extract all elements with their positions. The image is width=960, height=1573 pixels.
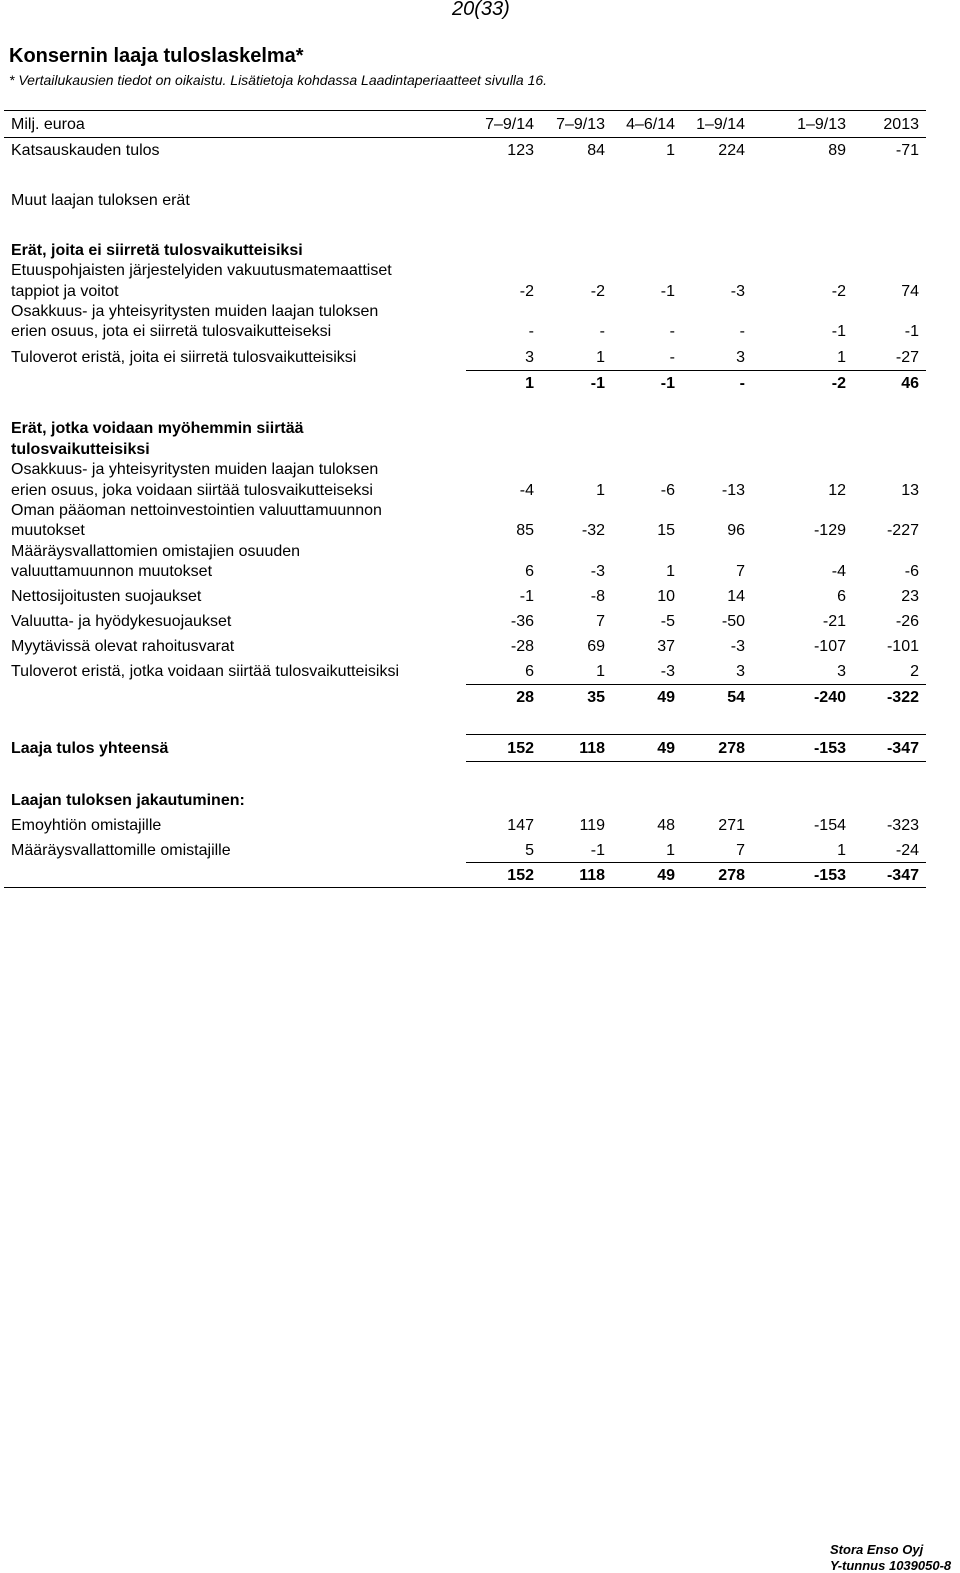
cell: -24	[895, 842, 919, 859]
cell: -4	[519, 482, 534, 499]
cell: -	[739, 375, 745, 392]
cell: -240	[813, 689, 846, 706]
cell: 6	[525, 563, 534, 580]
column-header: 7–9/13	[556, 116, 605, 133]
cell: -2	[831, 375, 846, 392]
subtotal-rule	[466, 862, 926, 863]
row-label: Myytävissä olevat rahoitusvarat	[11, 638, 235, 655]
cell: 23	[901, 588, 919, 605]
cell: -153	[813, 740, 846, 757]
total-row	[0, 866, 960, 886]
row-label: Katsauskauden tulos	[11, 142, 160, 159]
cell: -32	[581, 522, 605, 539]
cell: 271	[718, 817, 745, 834]
table-row-label-line: Määräysvallattomien omistajien osuuden	[11, 543, 301, 560]
cell: -347	[886, 740, 919, 757]
cell: -2	[519, 283, 534, 300]
cell: 5	[525, 842, 534, 859]
page-subtitle: * Vertailukausien tiedot on oikaistu. Lisätietoja kohdassa Laadintaperiaatteet sivulla 16.	[9, 72, 548, 88]
cell: -1	[660, 283, 675, 300]
row-label: Nettosijoitusten suojaukset	[11, 588, 202, 605]
cell: 3	[837, 663, 846, 680]
cell: 1	[666, 142, 675, 159]
column-header: 7–9/14	[485, 116, 534, 133]
cell: -	[669, 349, 675, 366]
cell: 69	[587, 638, 605, 655]
cell: 3	[736, 349, 745, 366]
table-row	[0, 322, 960, 342]
cell: -323	[886, 817, 919, 834]
footer-business-id: Y-tunnus 1039050-8	[830, 1558, 952, 1573]
cell: 35	[587, 689, 605, 706]
row-label: erien osuus, jota ei siirretä tulosvaikutteiseksi	[11, 323, 332, 340]
cell: 278	[718, 740, 745, 757]
table-row	[0, 562, 960, 582]
cell: -129	[813, 522, 846, 539]
cell: -107	[813, 638, 846, 655]
cell: 10	[657, 588, 675, 605]
table-header-rule	[4, 137, 926, 138]
cell: -27	[895, 349, 919, 366]
cell: -322	[886, 689, 919, 706]
cell: -154	[813, 817, 846, 834]
cell: 89	[828, 142, 846, 159]
cell: 49	[657, 689, 675, 706]
cell: -5	[660, 613, 675, 630]
cell: 1	[666, 563, 675, 580]
column-header: 2013	[883, 116, 919, 133]
table-row	[0, 816, 960, 836]
footer-company-name: Stora Enso Oyj	[830, 1542, 924, 1557]
cell: -2	[831, 283, 846, 300]
cell: -13	[721, 482, 745, 499]
column-header: 4–6/14	[626, 116, 675, 133]
column-header: 1–9/14	[696, 116, 745, 133]
cell: 118	[579, 867, 605, 884]
table-row	[0, 637, 960, 657]
cell: 7	[736, 842, 745, 859]
cell: 37	[657, 638, 675, 655]
cell: 13	[901, 482, 919, 499]
row-label: Valuutta- ja hyödykesuojaukset	[11, 613, 232, 630]
cell: -21	[822, 613, 846, 630]
cell: 7	[596, 613, 605, 630]
row-label: Tuloverot eristä, joita ei siirretä tulosvaikutteisiksi	[11, 349, 357, 366]
row-label: Tuloverot eristä, jotka voidaan siirtää tulosvaikutteisiksi	[11, 663, 400, 680]
cell: -	[739, 323, 745, 340]
row-label: muutokset	[11, 522, 85, 539]
cell: 1	[666, 842, 675, 859]
cell: 2	[910, 663, 919, 680]
cell: 152	[507, 740, 534, 757]
section-heading: Erät, jotka voidaan myöhemmin siirtää	[11, 420, 304, 437]
cell: -1	[519, 588, 534, 605]
row-label: Laaja tulos yhteensä	[11, 740, 169, 757]
row-label: erien osuus, joka voidaan siirtää tulosvaikutteiseksi	[11, 482, 373, 499]
cell: -1	[590, 375, 605, 392]
table-row-label-line: Osakkuus- ja yhteisyritysten muiden laajan tuloksen	[11, 461, 379, 478]
cell: 1	[837, 842, 846, 859]
table-row-label-line: Etuuspohjaisten järjestelyiden vakuutusmatemaattiset	[11, 262, 392, 279]
cell: 147	[507, 817, 534, 834]
page-number: 20(33)	[452, 0, 510, 20]
cell: 46	[901, 375, 919, 392]
cell: -101	[886, 638, 919, 655]
cell: -50	[721, 613, 745, 630]
cell: 14	[727, 588, 745, 605]
cell: -2	[590, 283, 605, 300]
section-heading: Erät, joita ei siirretä tulosvaikutteisiksi	[11, 242, 303, 259]
table-top-rule	[4, 110, 926, 111]
cell: -	[599, 323, 605, 340]
cell: -1	[660, 375, 675, 392]
subtotal-row	[0, 688, 960, 708]
cell: 278	[718, 867, 745, 884]
table-header-row	[0, 115, 960, 135]
subtotal-rule	[466, 684, 926, 685]
cell: -3	[730, 283, 745, 300]
cell: -1	[590, 842, 605, 859]
cell: 15	[657, 522, 675, 539]
row-label: Emoyhtiön omistajille	[11, 817, 162, 834]
section-heading: tulosvaikutteisiksi	[11, 441, 150, 458]
section-heading: Muut laajan tuloksen erät	[11, 192, 190, 209]
cell: -6	[904, 563, 919, 580]
cell: 1	[596, 349, 605, 366]
cell: 12	[828, 482, 846, 499]
cell: -6	[660, 482, 675, 499]
cell: -1	[904, 323, 919, 340]
cell: 224	[718, 142, 745, 159]
table-row	[0, 348, 960, 368]
cell: -1	[831, 323, 846, 340]
row-label: valuuttamuunnon muutokset	[11, 563, 213, 580]
unit-label: Milj. euroa	[11, 116, 85, 133]
cell: 6	[525, 663, 534, 680]
cell: 1	[837, 349, 846, 366]
total-row	[0, 739, 960, 759]
cell: -36	[510, 613, 534, 630]
cell: -3	[660, 663, 675, 680]
cell: 49	[657, 740, 675, 757]
table-row	[0, 141, 960, 161]
table-row	[0, 587, 960, 607]
cell: -8	[590, 588, 605, 605]
row-label: tappiot ja voitot	[11, 283, 119, 300]
cell: 96	[727, 522, 745, 539]
cell: 118	[579, 740, 605, 757]
subtotal-row	[0, 374, 960, 394]
cell: 28	[516, 689, 534, 706]
cell: -	[669, 323, 675, 340]
section-heading: Laajan tuloksen jakautuminen:	[11, 792, 245, 809]
total-bottom-rule	[466, 761, 926, 762]
cell: -71	[895, 142, 919, 159]
cell: 119	[579, 817, 605, 834]
cell: -4	[831, 563, 846, 580]
cell: -347	[886, 867, 919, 884]
cell: 3	[736, 663, 745, 680]
cell: 49	[657, 867, 675, 884]
cell: -28	[510, 638, 534, 655]
cell: 123	[507, 142, 534, 159]
cell: 48	[657, 817, 675, 834]
cell: 54	[727, 689, 745, 706]
cell: 84	[587, 142, 605, 159]
cell: 1	[525, 375, 534, 392]
cell: -3	[730, 638, 745, 655]
table-row	[0, 282, 960, 302]
cell: -	[528, 323, 534, 340]
cell: 1	[596, 482, 605, 499]
table-row-label-line: Osakkuus- ja yhteisyritysten muiden laajan tuloksen	[11, 303, 379, 320]
row-label: Määräysvallattomille omistajille	[11, 842, 231, 859]
subtotal-rule	[466, 370, 926, 371]
cell: 152	[507, 867, 534, 884]
cell: -26	[895, 613, 919, 630]
cell: -153	[813, 867, 846, 884]
page-title: Konsernin laaja tuloslaskelma*	[9, 45, 304, 67]
total-top-rule	[466, 734, 926, 735]
cell: 7	[736, 563, 745, 580]
cell: 1	[596, 663, 605, 680]
column-header: 1–9/13	[797, 116, 846, 133]
table-row	[0, 841, 960, 861]
table-row-label-line: Oman pääoman nettoinvestointien valuuttamuunnon	[11, 502, 382, 519]
cell: 85	[516, 522, 534, 539]
table-row	[0, 521, 960, 541]
table-bottom-rule	[4, 887, 926, 888]
cell: -227	[886, 522, 919, 539]
table-row	[0, 612, 960, 632]
cell: 74	[901, 283, 919, 300]
table-row	[0, 662, 960, 682]
cell: 6	[837, 588, 846, 605]
cell: 3	[525, 349, 534, 366]
table-row	[0, 481, 960, 501]
cell: -3	[590, 563, 605, 580]
